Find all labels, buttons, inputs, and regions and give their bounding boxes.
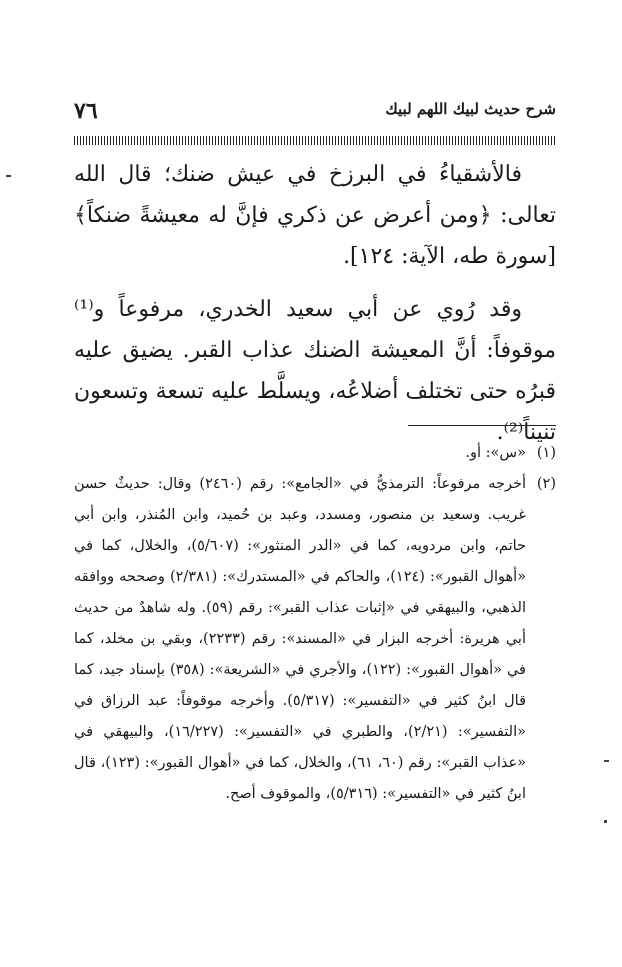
footnote-text: «س»: أو. <box>465 445 526 461</box>
footnotes <box>74 438 556 810</box>
book-page <box>74 80 556 940</box>
margin-mark <box>604 760 609 762</box>
footnote-1 <box>74 438 556 469</box>
footnote-number: (٢) <box>536 476 556 492</box>
paragraph-2: وقد رُوي عن أبي سعيد الخدري، مرفوعاً و⁽¹⁾ موقوفاً: أنَّ المعيشة الضنك عذاب القبر. يضيق عليه قبرُه حتى تختلف أضلاعُه، ويسلَّط عليه تسعة وتسعون تنيناً⁽²⁾. <box>74 297 556 445</box>
margin-mark <box>604 820 607 823</box>
header-hatch-rule <box>74 136 556 145</box>
footnote-text: أخرجه مرفوعاً: الترمذيُّ في «الجامع»: رقم (٢٤٦٠) وقال: حديثٌ حسن غريب. وسعيد بن منصور، ومسدد، وعبد بن حُميد، وابن المُنذر، وابن أبي حاتم، وابن مردويه، كما في «الدر المنثور»: (٥/٦٠٧)، والخلال، كما في «أهوال القبور»: (١٢٤)، والحاكم في «المستدرك»: (٢/٣٨١) وصححه ووافقه الذهبي، والبيهقي في «إثبات عذاب القبر»: رقم (٥٩). وله شاهدٌ من حديث أبي هريرة: أخرجه البزار في «المسند»: رقم (٢٢٣٣)، وبقي بن مخلد، كما في «أهوال القبور»: (١٢٢)، والأجري في «الشريعة»: (٣٥٨) بإسناد جيد، كما قال ابنُ كثير في «التفسير»: (٥/٣١٧). وأخرجه موقوفاً: عبد الرزاق في «التفسير»: (٢/٢١)، والطبري في «التفسير»: (١٦/٢٢٧)، والبيهقي في «عذاب القبر»: رقم (٦٠، ٦١)، والخلال، كما في «أهوال القبور»: (١٢٣)، قال ابنُ كثير في «التفسير»: (٥/٣١٦)، والموقوف أصح. <box>74 476 527 802</box>
margin-mark <box>6 175 11 177</box>
footnote-2 <box>74 469 556 810</box>
paragraph-1: فالأشقياءُ في البرزخ في عيش ضنك؛ قال الله تعالى: ﴿ومن أعرض عن ذكري فإنَّ له معيشةً ضنكاً﴾ [سورة طه، الآية: ١٢٤]. <box>74 162 556 269</box>
running-title: شرح حديث لبيك اللهم لبيك <box>385 100 556 118</box>
page-number: ٧٦ <box>74 98 98 124</box>
footnote-number: (١) <box>536 445 556 461</box>
running-header <box>74 98 556 128</box>
main-text <box>74 154 556 465</box>
footnote-separator <box>408 425 556 426</box>
